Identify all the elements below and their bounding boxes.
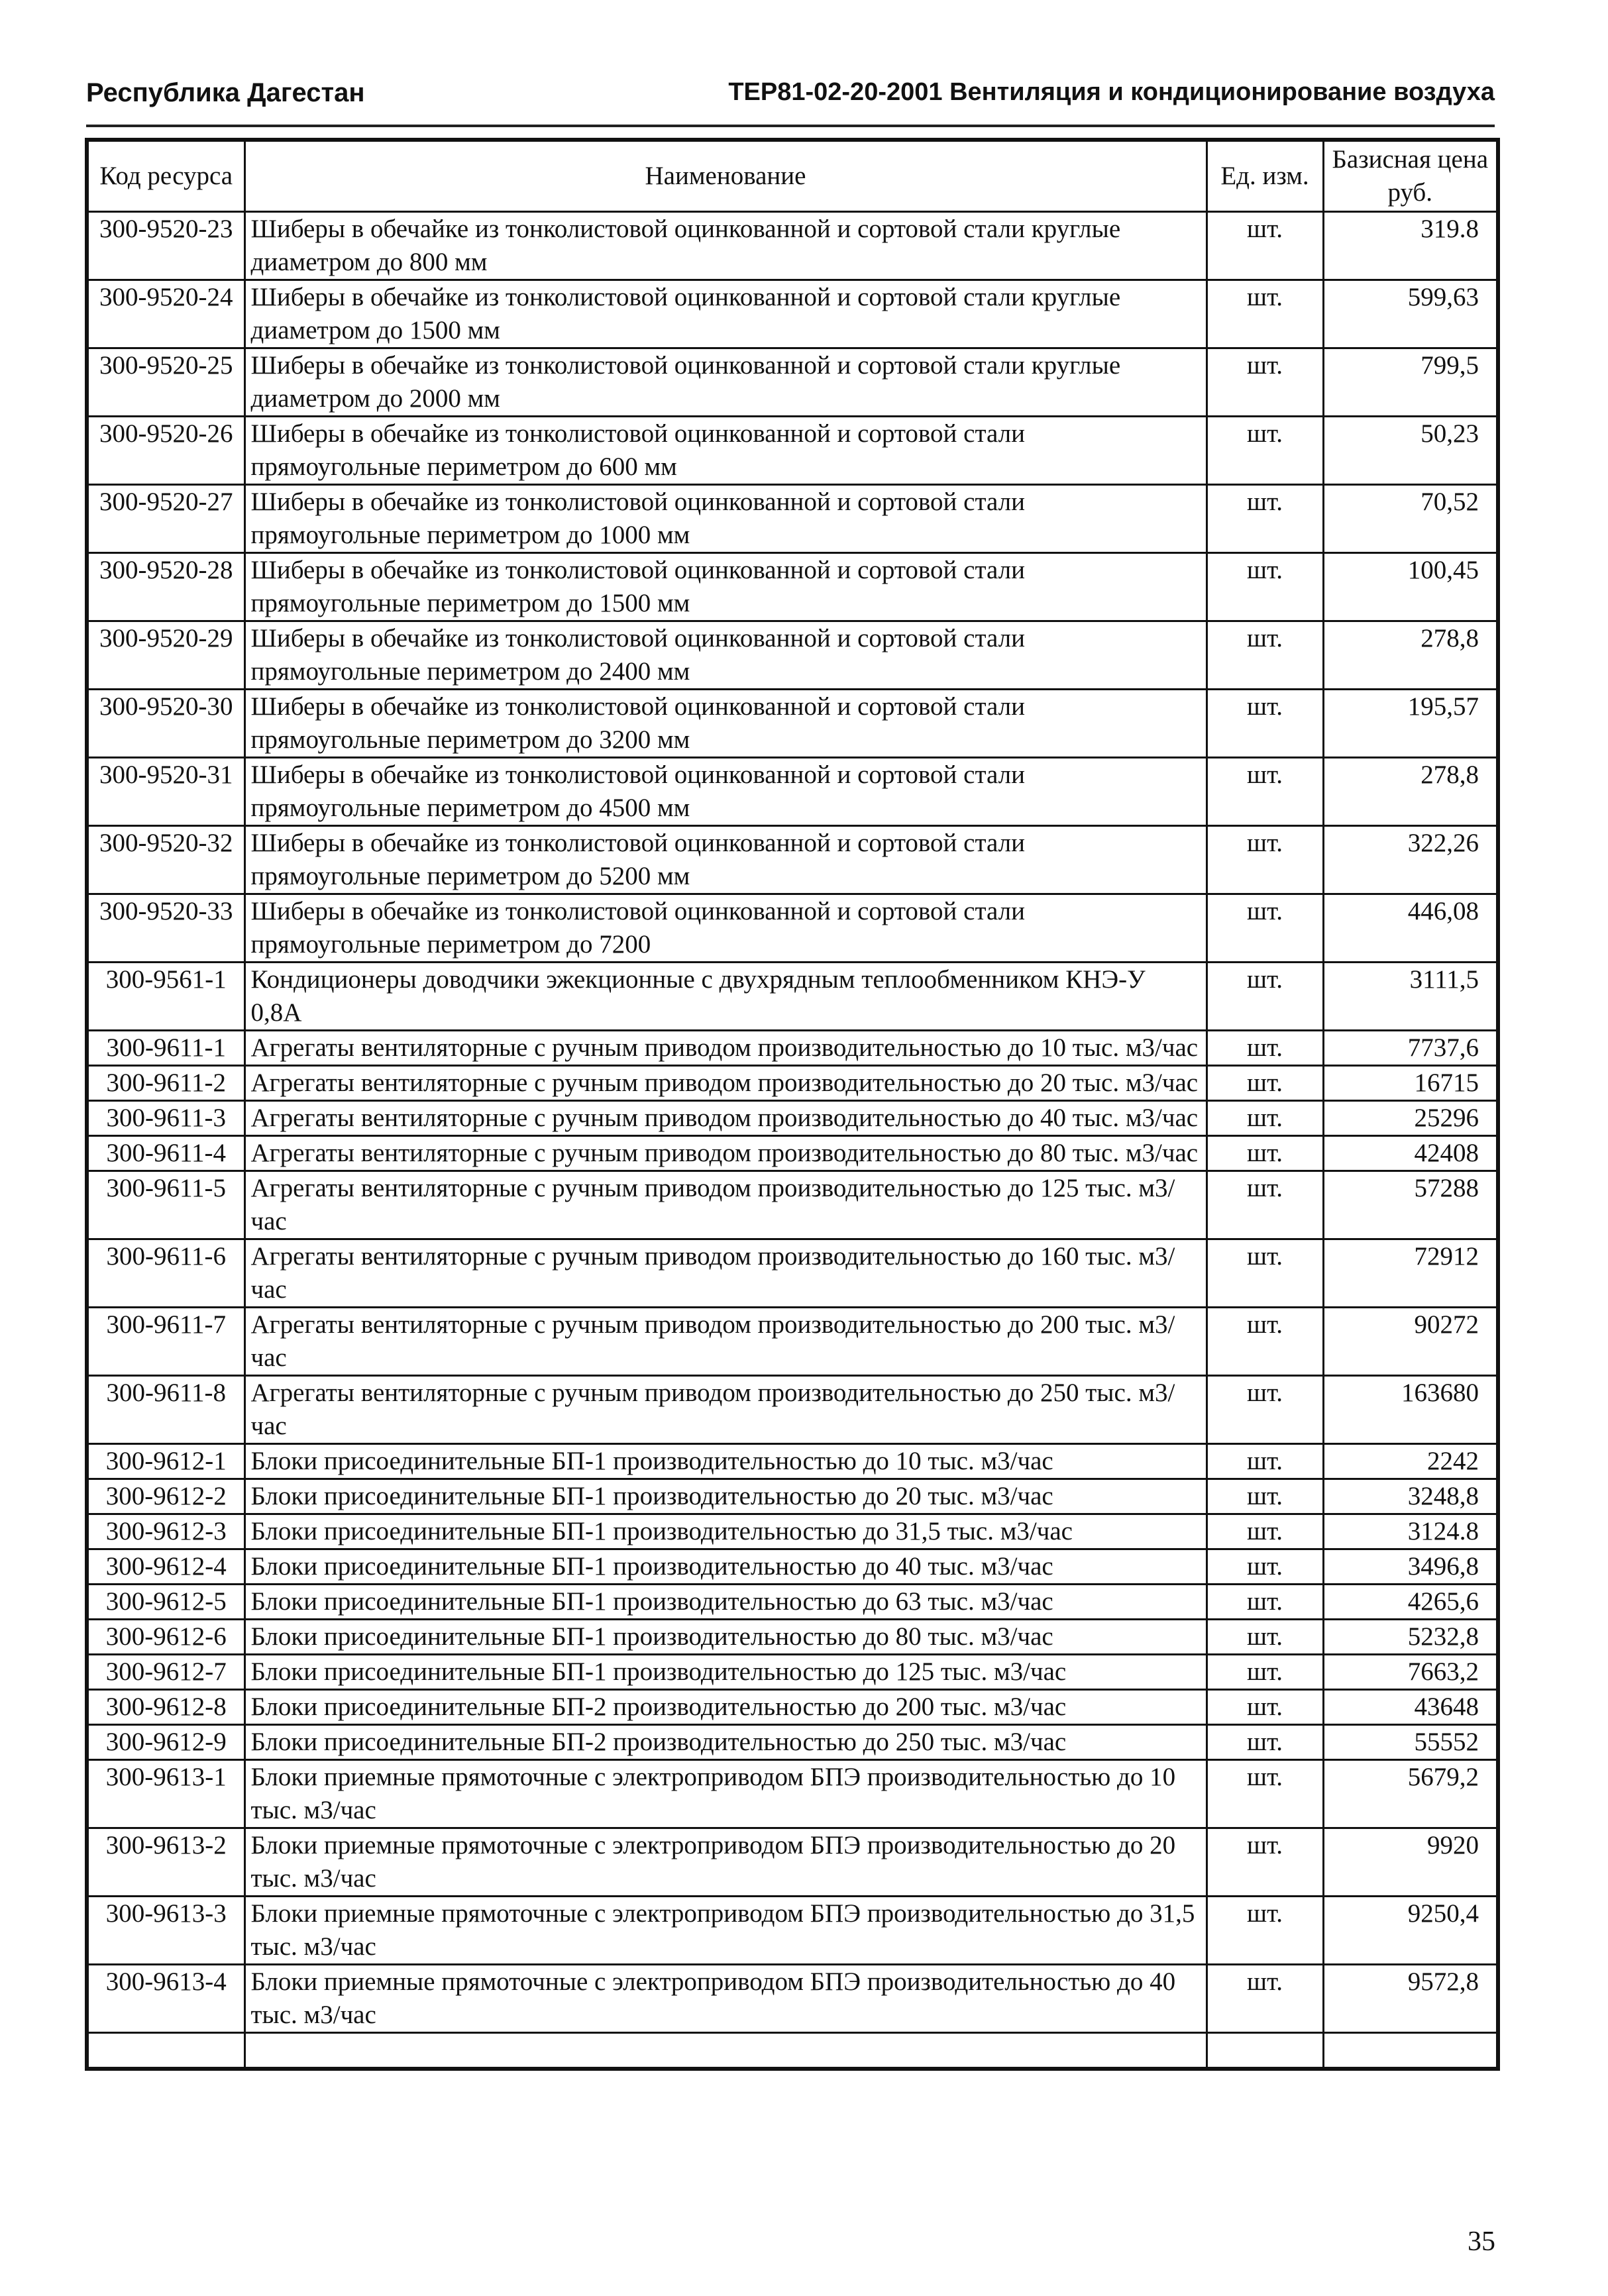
cell-price: 57288	[1323, 1171, 1498, 1239]
table-row	[87, 1066, 1498, 1101]
table-row	[87, 1136, 1498, 1171]
cell-price: 278,8	[1323, 621, 1498, 690]
cell-price: 799,5	[1323, 348, 1498, 417]
cell-price: 90272	[1323, 1308, 1498, 1376]
cell-code: 300-9612-3	[87, 1514, 244, 1549]
cell-code: 300-9520-28	[87, 553, 244, 621]
table-row	[87, 212, 1498, 280]
header-region: Республика Дагестан	[86, 78, 365, 107]
table-header-row	[87, 140, 1498, 212]
cell-name: Агрегаты вентиляторные с ручным приводом производительностью до 40 тыс. м3/час	[244, 1101, 1206, 1136]
cell-code: 300-9613-4	[87, 1965, 244, 2033]
table-row	[87, 758, 1498, 826]
table-row	[87, 1239, 1498, 1308]
table-row	[87, 1171, 1498, 1239]
table-row	[87, 1101, 1498, 1136]
table-row	[87, 1479, 1498, 1514]
cell-name: Агрегаты вентиляторные с ручным приводом производительностью до 10 тыс. м3/час	[244, 1031, 1206, 1066]
table-row	[87, 1655, 1498, 1690]
cell-name: Блоки присоединительные БП-1 производительностью до 125 тыс. м3/час	[244, 1655, 1206, 1690]
cell-unit: шт.	[1206, 1376, 1323, 1444]
table-row	[87, 280, 1498, 348]
empty-row	[87, 2033, 1498, 2069]
cell-unit: шт.	[1206, 1479, 1323, 1514]
empty-cell	[87, 2033, 244, 2069]
table-row	[87, 348, 1498, 417]
cell-price: 16715	[1323, 1066, 1498, 1101]
cell-code: 300-9520-25	[87, 348, 244, 417]
cell-name: Шиберы в обечайке из тонколистовой оцинкованной и сортовой стали прямоугольные периметром до 3200 мм	[244, 690, 1206, 758]
column-header-name: Наименование	[244, 140, 1206, 212]
cell-unit: шт.	[1206, 826, 1323, 894]
table-row	[87, 485, 1498, 553]
cell-name: Блоки присоединительные БП-1 производительностью до 20 тыс. м3/час	[244, 1479, 1206, 1514]
cell-price: 163680	[1323, 1376, 1498, 1444]
table-row	[87, 1031, 1498, 1066]
cell-name: Блоки присоединительные БП-1 производительностью до 40 тыс. м3/час	[244, 1549, 1206, 1585]
cell-unit: шт.	[1206, 1514, 1323, 1549]
cell-code: 300-9520-32	[87, 826, 244, 894]
cell-price: 4265,6	[1323, 1585, 1498, 1620]
header-document-title: ТЕР81-02-20-2001 Вентиляция и кондиционирование воздуха	[728, 78, 1495, 106]
cell-price: 42408	[1323, 1136, 1498, 1171]
cell-unit: шт.	[1206, 553, 1323, 621]
table-row	[87, 1376, 1498, 1444]
cell-price: 319.8	[1323, 212, 1498, 280]
cell-price: 25296	[1323, 1101, 1498, 1136]
cell-price: 9920	[1323, 1828, 1498, 1897]
table-row	[87, 894, 1498, 963]
table-row	[87, 1620, 1498, 1655]
page-header	[86, 78, 1495, 127]
cell-price: 278,8	[1323, 758, 1498, 826]
cell-price: 3111,5	[1323, 963, 1498, 1031]
cell-code: 300-9611-6	[87, 1239, 244, 1308]
cell-code: 300-9611-1	[87, 1031, 244, 1066]
cell-code: 300-9612-8	[87, 1690, 244, 1725]
cell-code: 300-9611-5	[87, 1171, 244, 1239]
cell-name: Блоки присоединительные БП-1 производительностью до 31,5 тыс. м3/час	[244, 1514, 1206, 1549]
cell-unit: шт.	[1206, 1585, 1323, 1620]
table-row	[87, 1965, 1498, 2033]
cell-price: 100,45	[1323, 553, 1498, 621]
cell-code: 300-9612-2	[87, 1479, 244, 1514]
cell-name: Шиберы в обечайке из тонколистовой оцинкованной и сортовой стали круглые диаметром до 800 мм	[244, 212, 1206, 280]
cell-unit: шт.	[1206, 1136, 1323, 1171]
cell-price: 322,26	[1323, 826, 1498, 894]
table-row	[87, 1760, 1498, 1828]
cell-code: 300-9520-29	[87, 621, 244, 690]
cell-unit: шт.	[1206, 1897, 1323, 1965]
cell-unit: шт.	[1206, 894, 1323, 963]
cell-name: Шиберы в обечайке из тонколистовой оцинкованной и сортовой стали прямоугольные периметром до 1000 мм	[244, 485, 1206, 553]
cell-price: 5679,2	[1323, 1760, 1498, 1828]
table-row	[87, 1444, 1498, 1479]
cell-name: Агрегаты вентиляторные с ручным приводом производительностью до 80 тыс. м3/час	[244, 1136, 1206, 1171]
empty-cell	[244, 2033, 1206, 2069]
cell-code: 300-9612-7	[87, 1655, 244, 1690]
cell-price: 3496,8	[1323, 1549, 1498, 1585]
cell-unit: шт.	[1206, 1828, 1323, 1897]
cell-price: 72912	[1323, 1239, 1498, 1308]
cell-unit: шт.	[1206, 1308, 1323, 1376]
cell-unit: шт.	[1206, 758, 1323, 826]
cell-price: 50,23	[1323, 417, 1498, 485]
cell-price: 195,57	[1323, 690, 1498, 758]
cell-code: 300-9612-9	[87, 1725, 244, 1760]
cell-unit: шт.	[1206, 690, 1323, 758]
cell-name: Блоки приемные прямоточные с электроприводом БПЭ производительностью до 31,5 тыс. м3/час	[244, 1897, 1206, 1965]
cell-unit: шт.	[1206, 1031, 1323, 1066]
cell-code: 300-9612-6	[87, 1620, 244, 1655]
cell-name: Шиберы в обечайке из тонколистовой оцинкованной и сортовой стали прямоугольные периметром до 5200 мм	[244, 826, 1206, 894]
cell-price: 3248,8	[1323, 1479, 1498, 1514]
cell-name: Шиберы в обечайке из тонколистовой оцинкованной и сортовой стали прямоугольные периметром до 4500 мм	[244, 758, 1206, 826]
table-row	[87, 1308, 1498, 1376]
cell-name: Шиберы в обечайке из тонколистовой оцинкованной и сортовой стали прямоугольные периметром до 1500 мм	[244, 553, 1206, 621]
table-row	[87, 1690, 1498, 1725]
cell-unit: шт.	[1206, 280, 1323, 348]
cell-unit: шт.	[1206, 1101, 1323, 1136]
cell-code: 300-9613-2	[87, 1828, 244, 1897]
table-row	[87, 553, 1498, 621]
table-row	[87, 1897, 1498, 1965]
empty-cell	[1206, 2033, 1323, 2069]
table-row	[87, 826, 1498, 894]
page-number: 35	[1468, 2226, 1495, 2257]
cell-price: 7737,6	[1323, 1031, 1498, 1066]
cell-price: 599,63	[1323, 280, 1498, 348]
column-header-price: Базисная цена руб.	[1323, 140, 1498, 212]
cell-name: Блоки присоединительные БП-1 производительностью до 63 тыс. м3/час	[244, 1585, 1206, 1620]
cell-unit: шт.	[1206, 963, 1323, 1031]
cell-name: Агрегаты вентиляторные с ручным приводом производительностью до 200 тыс. м3/час	[244, 1308, 1206, 1376]
cell-unit: шт.	[1206, 1444, 1323, 1479]
table-row	[87, 417, 1498, 485]
table-row	[87, 690, 1498, 758]
cell-name: Агрегаты вентиляторные с ручным приводом производительностью до 125 тыс. м3/час	[244, 1171, 1206, 1239]
cell-name: Блоки приемные прямоточные с электроприводом БПЭ производительностью до 20 тыс. м3/час	[244, 1828, 1206, 1897]
column-header-unit: Ед. изм.	[1206, 140, 1323, 212]
cell-code: 300-9561-1	[87, 963, 244, 1031]
cell-price: 70,52	[1323, 485, 1498, 553]
cell-name: Блоки присоединительные БП-1 производительностью до 10 тыс. м3/час	[244, 1444, 1206, 1479]
cell-code: 300-9612-4	[87, 1549, 244, 1585]
cell-code: 300-9612-1	[87, 1444, 244, 1479]
cell-unit: шт.	[1206, 1690, 1323, 1725]
cell-name: Шиберы в обечайке из тонколистовой оцинкованной и сортовой стали круглые диаметром до 2000 мм	[244, 348, 1206, 417]
price-table	[85, 138, 1500, 2071]
cell-price: 9572,8	[1323, 1965, 1498, 2033]
cell-unit: шт.	[1206, 1171, 1323, 1239]
empty-cell	[1323, 2033, 1498, 2069]
cell-unit: шт.	[1206, 1239, 1323, 1308]
table-row	[87, 1828, 1498, 1897]
cell-code: 300-9520-33	[87, 894, 244, 963]
cell-unit: шт.	[1206, 1066, 1323, 1101]
cell-price: 43648	[1323, 1690, 1498, 1725]
table-row	[87, 621, 1498, 690]
cell-name: Шиберы в обечайке из тонколистовой оцинкованной и сортовой стали круглые диаметром до 1500 мм	[244, 280, 1206, 348]
cell-price: 2242	[1323, 1444, 1498, 1479]
cell-name: Шиберы в обечайке из тонколистовой оцинкованной и сортовой стали прямоугольные периметром до 7200	[244, 894, 1206, 963]
cell-price: 5232,8	[1323, 1620, 1498, 1655]
table-row	[87, 1725, 1498, 1760]
cell-code: 300-9520-27	[87, 485, 244, 553]
cell-name: Блоки приемные прямоточные с электроприводом БПЭ производительностью до 10 тыс. м3/час	[244, 1760, 1206, 1828]
cell-code: 300-9612-5	[87, 1585, 244, 1620]
cell-code: 300-9613-1	[87, 1760, 244, 1828]
cell-price: 55552	[1323, 1725, 1498, 1760]
cell-unit: шт.	[1206, 1965, 1323, 2033]
cell-unit: шт.	[1206, 1760, 1323, 1828]
cell-code: 300-9520-24	[87, 280, 244, 348]
cell-unit: шт.	[1206, 1725, 1323, 1760]
cell-code: 300-9611-8	[87, 1376, 244, 1444]
cell-price: 446,08	[1323, 894, 1498, 963]
cell-name: Шиберы в обечайке из тонколистовой оцинкованной и сортовой стали прямоугольные периметром до 600 мм	[244, 417, 1206, 485]
cell-unit: шт.	[1206, 417, 1323, 485]
cell-code: 300-9520-30	[87, 690, 244, 758]
table-row	[87, 1585, 1498, 1620]
cell-unit: шт.	[1206, 1655, 1323, 1690]
cell-code: 300-9613-3	[87, 1897, 244, 1965]
cell-unit: шт.	[1206, 621, 1323, 690]
cell-code: 300-9611-4	[87, 1136, 244, 1171]
cell-name: Блоки присоединительные БП-2 производительностью до 250 тыс. м3/час	[244, 1725, 1206, 1760]
table-row	[87, 1514, 1498, 1549]
cell-unit: шт.	[1206, 485, 1323, 553]
cell-code: 300-9611-7	[87, 1308, 244, 1376]
cell-unit: шт.	[1206, 212, 1323, 280]
cell-name: Шиберы в обечайке из тонколистовой оцинкованной и сортовой стали прямоугольные периметром до 2400 мм	[244, 621, 1206, 690]
cell-name: Агрегаты вентиляторные с ручным приводом производительностью до 250 тыс. м3/час	[244, 1376, 1206, 1444]
cell-unit: шт.	[1206, 1549, 1323, 1585]
table-row	[87, 1549, 1498, 1585]
cell-name: Блоки присоединительные БП-2 производительностью до 200 тыс. м3/час	[244, 1690, 1206, 1725]
cell-price: 3124.8	[1323, 1514, 1498, 1549]
cell-name: Агрегаты вентиляторные с ручным приводом производительностью до 160 тыс. м3/час	[244, 1239, 1206, 1308]
cell-name: Блоки приемные прямоточные с электроприводом БПЭ производительностью до 40 тыс. м3/час	[244, 1965, 1206, 2033]
column-header-code: Код ресурса	[87, 140, 244, 212]
cell-code: 300-9520-23	[87, 212, 244, 280]
cell-unit: шт.	[1206, 348, 1323, 417]
cell-code: 300-9520-26	[87, 417, 244, 485]
cell-name: Кондиционеры доводчики эжекционные с двухрядным теплообменником КНЭ-У 0,8А	[244, 963, 1206, 1031]
cell-code: 300-9611-3	[87, 1101, 244, 1136]
cell-price: 9250,4	[1323, 1897, 1498, 1965]
cell-price: 7663,2	[1323, 1655, 1498, 1690]
cell-name: Блоки присоединительные БП-1 производительностью до 80 тыс. м3/час	[244, 1620, 1206, 1655]
table-row	[87, 963, 1498, 1031]
cell-code: 300-9520-31	[87, 758, 244, 826]
cell-unit: шт.	[1206, 1620, 1323, 1655]
cell-code: 300-9611-2	[87, 1066, 244, 1101]
table-body	[87, 212, 1498, 2069]
cell-name: Агрегаты вентиляторные с ручным приводом производительностью до 20 тыс. м3/час	[244, 1066, 1206, 1101]
